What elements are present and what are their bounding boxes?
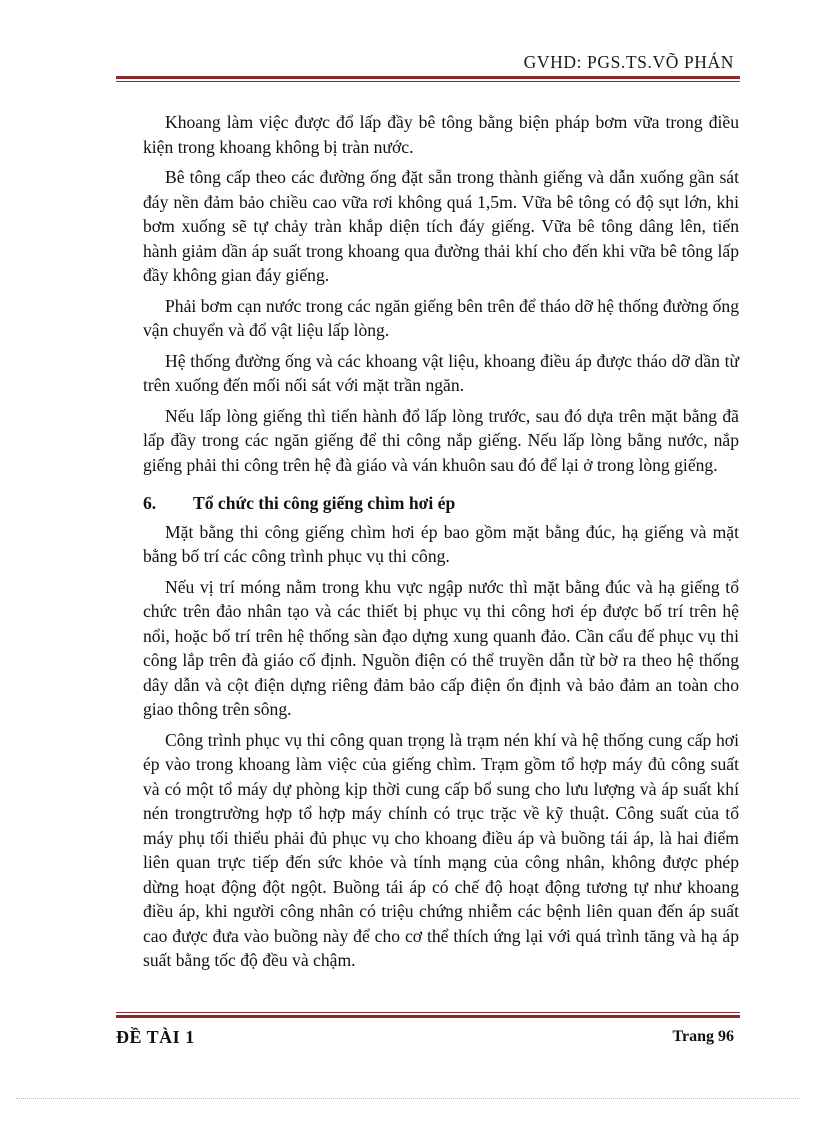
- section-number: 6.: [143, 493, 157, 513]
- page-number: Trang 96: [672, 1028, 734, 1045]
- section-heading: [143, 491, 739, 516]
- paragraph: Khoang làm việc được đổ lấp đầy bê tông bằng biện pháp bơm vữa trong điều kiện trong khoang không bị tràn nước.: [143, 112, 739, 157]
- header-rule: [116, 76, 740, 82]
- paragraph: Mặt bằng thi công giếng chìm hơi ép bao gồm mặt bằng đúc, hạ giếng và mặt bằng bố trí các công trình phục vụ thi công.: [143, 521, 739, 566]
- footer-title: ĐỀ TÀI 1: [116, 1027, 195, 1047]
- paragraph: Phải bơm cạn nước trong các ngăn giếng bên trên để tháo dỡ hệ thống đường ống vận chuyển và đổ vật liệu lấp lòng.: [143, 295, 739, 340]
- page-header: GVHD: PGS.TS.VÕ PHÁN: [523, 52, 734, 72]
- section-title: Tổ chức thi công giếng chìm hơi ép: [193, 493, 456, 513]
- paragraph: Nếu vị trí móng nằm trong khu vực ngập nước thì mặt bằng đúc và hạ giếng tổ chức trên đảo nhân tạo và các thiết bị phục vụ thi công hơi ép được bố trí trên hệ nổi, hoặc bố trí trên hệ thống sàn đạo dựng xung quanh đảo. Cần cẩu để phục vụ thi công lắp trên đà giáo cố định. Nguồn điện có thể truyền dẫn từ bờ ra theo hệ thống dây dẫn và cột điện dựng riêng đảm bảo cấp điện ổn định và bảo đảm an toàn cho giao thông trên sông.: [143, 576, 739, 719]
- page-content: [143, 110, 739, 979]
- footer-rule: [116, 1012, 740, 1018]
- paragraph: Công trình phục vụ thi công quan trọng là trạm nén khí và hệ thống cung cấp hơi ép vào trong khoang làm việc của giếng chìm. Trạm gồm tổ hợp máy đủ công suất và có một tổ máy dự phòng kịp thời cung cấp bổ sung cho lưu lượng và áp suất khí nén trongtrường hợp tổ hợp máy chính có trục trặc về kỹ thuật. Công suất của tổ máy phụ tối thiểu phải đủ phục vụ cho khoang điều áp và buồng tái áp, là hai điểm liên quan trực tiếp đến sức khỏe và tính mạng của công nhân, không được phép dừng hoạt động đột ngột. Buồng tái áp có chế độ hoạt động tương tự như khoang điều áp, khi người công nhân có triệu chứng nhiễm các bệnh liên quan đến áp suất cao được đưa vào buồng này để cho cơ thể thích ứng lại với quá trình tăng và hạ áp suất bằng tốc độ đều và chậm.: [143, 729, 739, 970]
- paragraph: Nếu lấp lòng giếng thì tiến hành đổ lấp lòng trước, sau đó dựa trên mặt bằng đã lấp đầy trong các ngăn giếng để thi công nắp giếng. Nếu lấp lòng bằng nước, nắp giếng phải thi công trên hệ đà giáo và ván khuôn sau đó để lại ở trong lòng giếng.: [143, 405, 739, 475]
- paragraph: Hệ thống đường ống và các khoang vật liệu, khoang điều áp được tháo dỡ dần từ trên xuống đến mối nối sát với mặt trần ngăn.: [143, 350, 739, 395]
- page-edge-divider: [16, 1098, 800, 1099]
- paragraph: Bê tông cấp theo các đường ống đặt sẵn trong thành giếng và dẫn xuống gần sát đáy nền đảm bảo chiều cao vữa rơi không quá 1,5m. Vữa bê tông có độ sụt lớn, khi bơm xuống sẽ tự chảy tràn khắp diện tích đáy giếng. Vữa bê tông dâng lên, tiến hành giảm dần áp suất trong khoang qua đường thải khí cho đến khi vữa bê tông lấp đầy không gian đáy giếng.: [143, 167, 739, 285]
